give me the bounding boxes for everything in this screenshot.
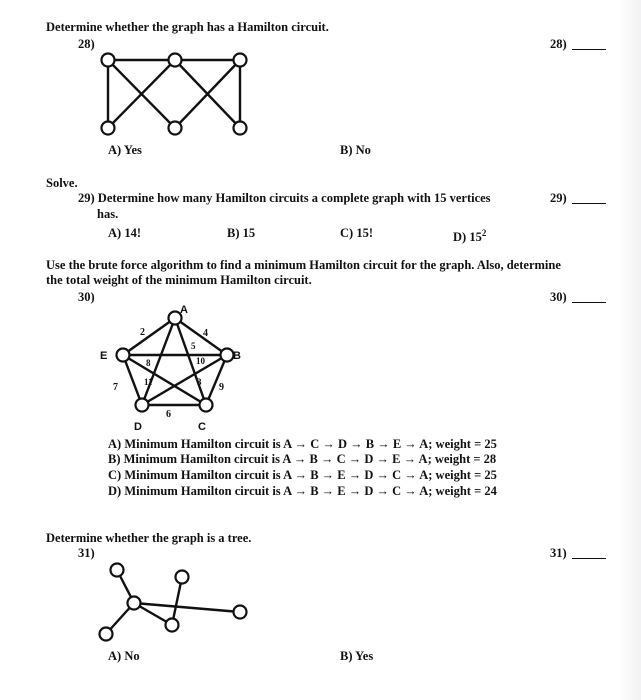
q30-heading-line1: Use the brute force algorithm to find a minimum Hamilton circuit for the graph. Also, determine bbox=[46, 258, 561, 272]
q30-number: 30) bbox=[78, 290, 95, 304]
q31-vertex bbox=[234, 606, 247, 619]
q30-heading-line2: the total weight of the minimum Hamilton circuit. bbox=[46, 273, 312, 287]
q30-option-d[interactable]: D) Minimum Hamilton circuit is A → B → E → D → C → A; weight = 24 bbox=[108, 484, 497, 498]
page-edge-shadow bbox=[619, 0, 641, 700]
q30-weight-bd: 3 bbox=[197, 377, 202, 387]
q31-edge bbox=[134, 603, 240, 612]
q31-vertex bbox=[111, 564, 124, 577]
q31-answer-label: 31) bbox=[550, 546, 567, 560]
q31-vertex bbox=[176, 571, 189, 584]
q30-option-b[interactable]: B) Minimum Hamilton circuit is A → B → C → D → E → A; weight = 28 bbox=[108, 452, 497, 466]
q29-option-a[interactable]: A) 14! bbox=[108, 226, 141, 240]
q31-option-a[interactable]: A) No bbox=[108, 649, 140, 663]
q29-option-c[interactable]: C) 15! bbox=[340, 226, 373, 240]
q30-option-c[interactable]: C) Minimum Hamilton circuit is A → B → E → D → C → A; weight = 25 bbox=[108, 468, 497, 482]
q31-vertex bbox=[166, 619, 179, 632]
q30-option-a[interactable]: A) Minimum Hamilton circuit is A → C → D → B → E → A; weight = 25 bbox=[108, 437, 497, 451]
q28-option-b[interactable]: B) No bbox=[340, 143, 371, 157]
q30-vertex-label-b: B bbox=[233, 350, 241, 362]
q29-answer-label: 29) bbox=[550, 191, 567, 205]
q28-option-a[interactable]: A) Yes bbox=[108, 143, 142, 157]
q29-option-d-base: D) 15 bbox=[453, 230, 482, 245]
q28-heading: Determine whether the graph has a Hamilton circuit. bbox=[46, 20, 329, 34]
q31-vertex bbox=[128, 597, 141, 610]
q31-heading: Determine whether the graph is a tree. bbox=[46, 531, 252, 545]
solve-label: Solve. bbox=[46, 176, 78, 190]
q30-weight-ad: 11 bbox=[144, 377, 153, 387]
q30-answer-label: 30) bbox=[550, 290, 567, 304]
q30-weight-bc: 9 bbox=[219, 382, 224, 393]
q31-number: 31) bbox=[78, 546, 95, 560]
q29-question-cont: has. bbox=[97, 207, 119, 221]
q28-number: 28) bbox=[78, 37, 95, 51]
q30-vertex-label-e: E bbox=[100, 350, 108, 362]
q30-weight-ed: 7 bbox=[113, 382, 118, 393]
q28-answer-label: 28) bbox=[550, 37, 567, 51]
q29-option-d-exponent: 2 bbox=[481, 228, 487, 238]
q30-weight-ac: 5 bbox=[191, 341, 196, 351]
q31-option-b[interactable]: B) Yes bbox=[340, 649, 374, 663]
q30-vertex-label-d: D bbox=[134, 421, 142, 433]
q30-weight-ea: 2 bbox=[140, 327, 145, 338]
q30-weight-ab: 4 bbox=[203, 328, 208, 339]
q31-vertex bbox=[100, 628, 113, 641]
q29-option-b[interactable]: B) 15 bbox=[227, 226, 256, 240]
q30-vertex-label-a: A bbox=[180, 304, 188, 316]
q30-weight-cd: 6 bbox=[166, 409, 171, 420]
q30-weight-ec: 8 bbox=[146, 358, 151, 368]
q29-question: 29) Determine how many Hamilton circuits a complete graph with 15 vertices bbox=[78, 191, 491, 205]
q30-vertex-label-c: C bbox=[198, 421, 206, 433]
q30-weight-eb: 10 bbox=[196, 356, 205, 366]
